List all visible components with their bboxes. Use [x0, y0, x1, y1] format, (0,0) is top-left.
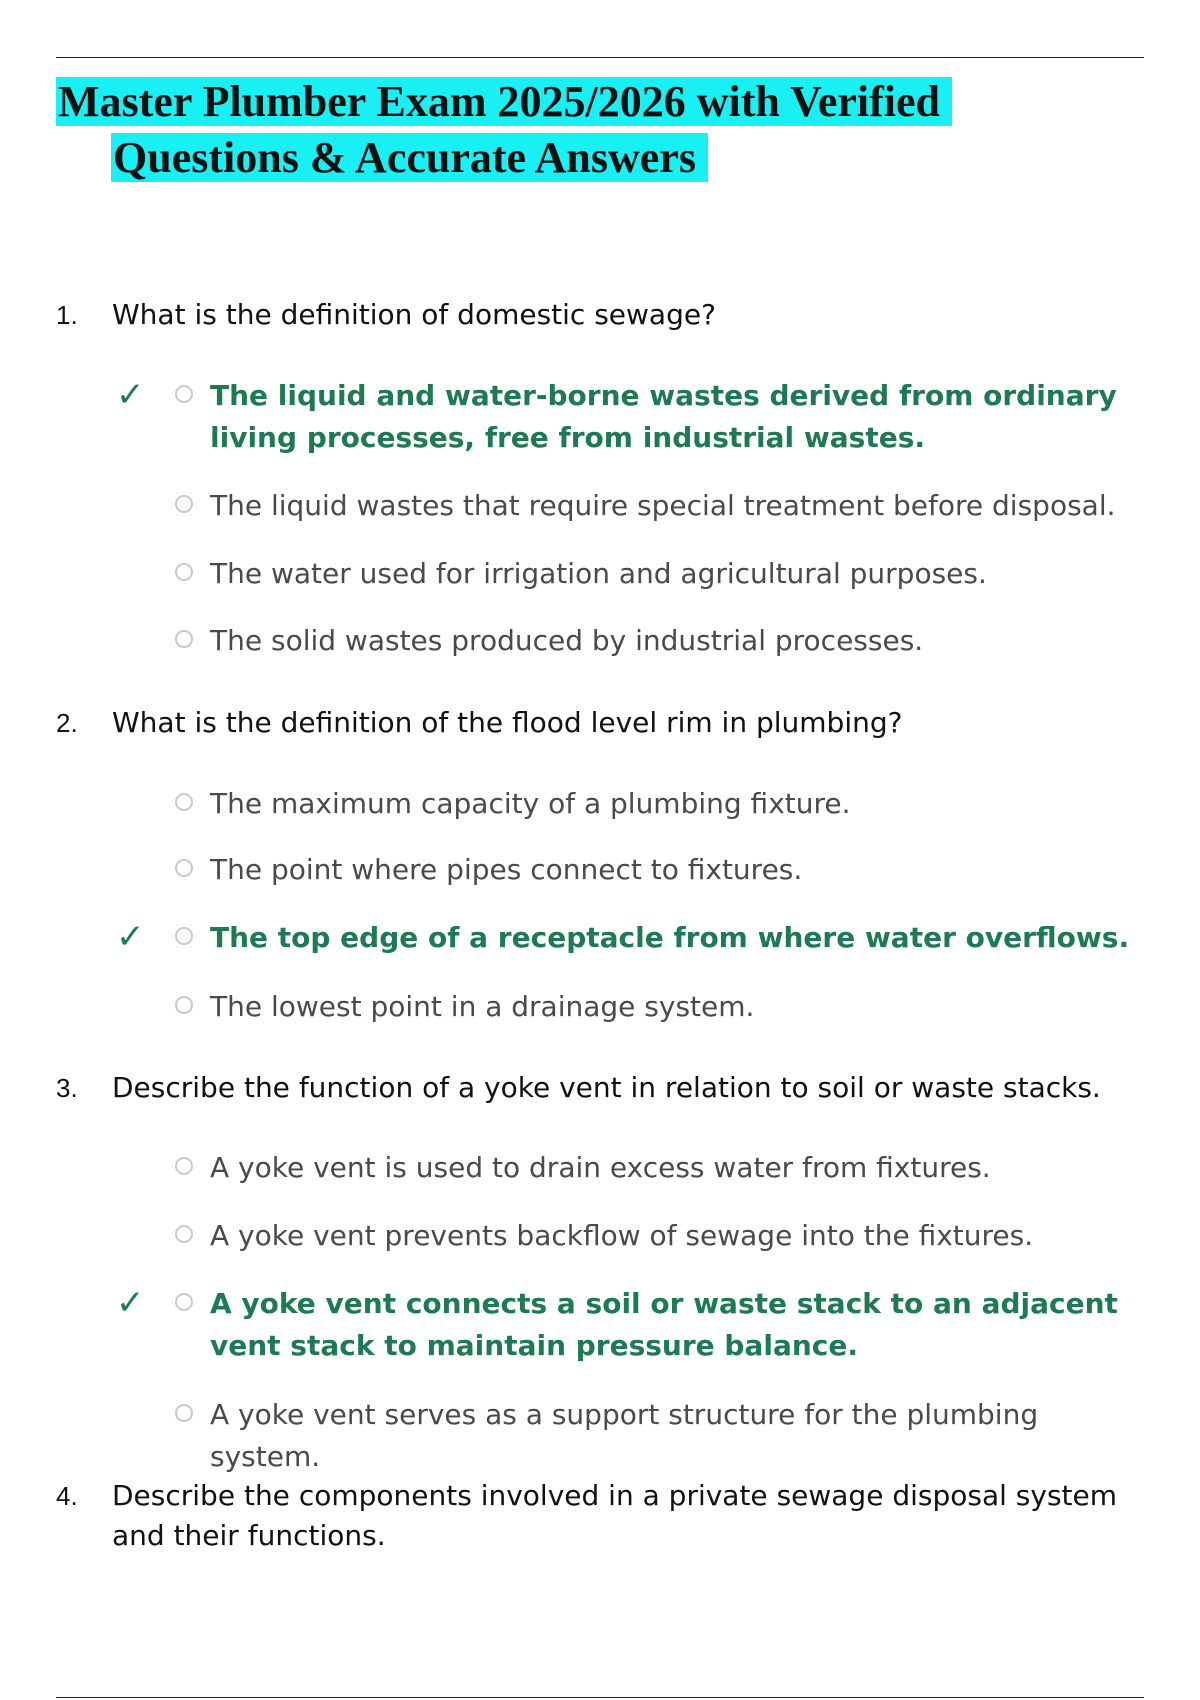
answer-option-text: A yoke vent prevents backflow of sewage into the fixtures. [210, 1219, 1034, 1252]
radio-circle-icon[interactable] [175, 1293, 193, 1311]
question-4 [56, 1476, 1176, 1556]
check-icon: ✓ [116, 375, 145, 415]
answer-option-correct[interactable] [56, 375, 1156, 459]
answer-option[interactable] [56, 485, 1156, 527]
radio-circle-icon[interactable] [175, 1404, 193, 1422]
question-1 [56, 295, 1176, 657]
answer-option-text: The solid wastes produced by industrial processes. [210, 624, 924, 657]
radio-circle-icon[interactable] [175, 385, 193, 403]
question-number: 4. [56, 1481, 78, 1511]
answer-option-text: The maximum capacity of a plumbing fixture. [210, 787, 851, 820]
question-number: 2. [56, 708, 78, 738]
question-2 [56, 703, 1176, 1023]
answer-option-text: The water used for irrigation and agricultural purposes. [210, 557, 987, 590]
answer-option[interactable] [56, 1215, 1156, 1257]
bottom-rule [56, 1697, 1144, 1698]
title-line-2: Questions & Accurate Answers [111, 133, 708, 182]
radio-circle-icon[interactable] [175, 495, 193, 513]
top-rule [56, 57, 1144, 58]
check-icon: ✓ [116, 917, 145, 957]
question-header [56, 1068, 1176, 1108]
answer-option[interactable] [56, 783, 1156, 825]
question-3 [56, 1068, 1176, 1473]
answer-option[interactable] [56, 1394, 1156, 1478]
check-icon: ✓ [116, 1283, 145, 1323]
question-number: 1. [56, 300, 78, 330]
question-header [56, 295, 1176, 335]
question-text: What is the definition of domestic sewage? [112, 298, 716, 331]
radio-circle-icon[interactable] [175, 927, 193, 945]
answer-option-text: The liquid wastes that require special treatment before disposal. [210, 489, 1116, 522]
radio-circle-icon[interactable] [175, 1225, 193, 1243]
answer-option-text: A yoke vent connects a soil or waste stack to an adjacent vent stack to maintain pressure balance. [210, 1287, 1118, 1362]
answer-option-text: A yoke vent serves as a support structure for the plumbing system. [210, 1398, 1039, 1473]
radio-circle-icon[interactable] [175, 996, 193, 1014]
question-text: Describe the components involved in a private sewage disposal system and their functions. [112, 1479, 1118, 1552]
answer-option[interactable] [56, 1147, 1156, 1189]
radio-circle-icon[interactable] [175, 1157, 193, 1175]
answer-option[interactable] [56, 986, 1156, 1028]
question-text: What is the definition of the flood level rim in plumbing? [112, 706, 903, 739]
title-line-1: Master Plumber Exam 2025/2026 with Verified [56, 77, 952, 126]
question-number: 3. [56, 1073, 78, 1103]
answer-option-text: A yoke vent is used to drain excess water from fixtures. [210, 1151, 991, 1184]
answer-option[interactable] [56, 849, 1156, 891]
answer-option-correct[interactable] [56, 1283, 1156, 1367]
radio-circle-icon[interactable] [175, 859, 193, 877]
document-title [56, 74, 952, 186]
radio-circle-icon[interactable] [175, 563, 193, 581]
question-header [56, 1476, 1176, 1556]
radio-circle-icon[interactable] [175, 793, 193, 811]
answer-option-text: The point where pipes connect to fixtures. [210, 853, 803, 886]
question-header [56, 703, 1176, 743]
radio-circle-icon[interactable] [175, 630, 193, 648]
answer-option[interactable] [56, 620, 1156, 662]
answer-option-text: The top edge of a receptacle from where water overflows. [210, 921, 1130, 954]
answer-option-correct[interactable] [56, 917, 1156, 959]
answer-option[interactable] [56, 553, 1156, 595]
question-text: Describe the function of a yoke vent in relation to soil or waste stacks. [112, 1071, 1101, 1104]
answer-option-text: The lowest point in a drainage system. [210, 990, 755, 1023]
answer-option-text: The liquid and water-borne wastes derived from ordinary living processes, free from industrial wastes. [210, 379, 1117, 454]
